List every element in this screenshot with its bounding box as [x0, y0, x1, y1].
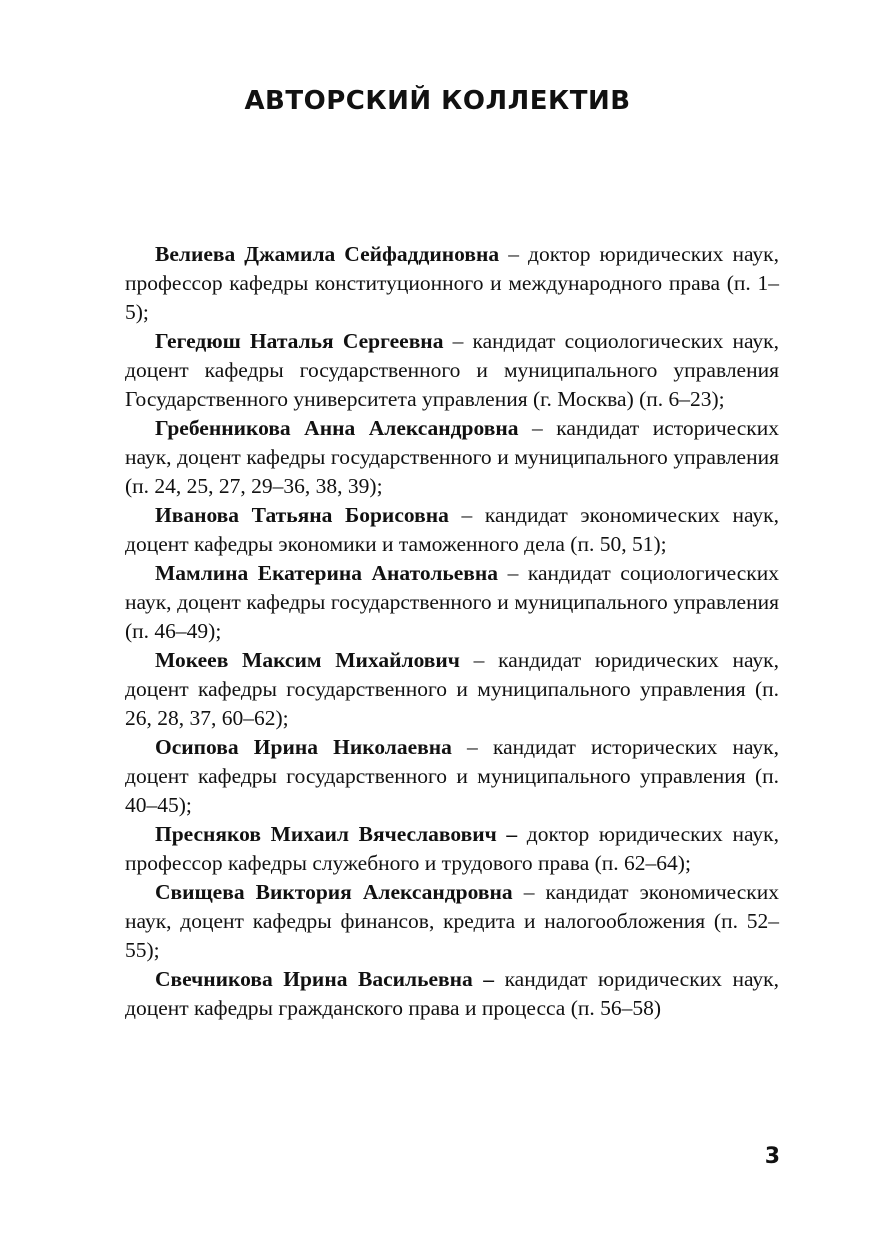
author-entry	[125, 501, 779, 559]
author-entry	[125, 733, 779, 820]
author-name: Мамлина Екатерина Анатольевна	[155, 561, 499, 585]
author-entry	[125, 240, 779, 327]
author-entry	[125, 414, 779, 501]
author-description: кандидат юридических наук, доцент кафедры гражданского права и процесса (п. 56–58)	[125, 967, 779, 1020]
author-name: Иванова Татьяна Борисовна	[155, 503, 449, 527]
author-name: Гегедюш Наталья Сергеевна	[155, 329, 444, 353]
page-number: 3	[764, 1144, 780, 1169]
author-name: Осипова Ирина Николаевна	[155, 735, 452, 759]
author-entry	[125, 965, 779, 1023]
author-name: Мокеев Максим Михайлович	[155, 648, 460, 672]
author-entry	[125, 878, 779, 965]
author-entry	[125, 646, 779, 733]
author-entry	[125, 820, 779, 878]
author-description: – кандидат социологических наук, доцент кафедры государственного и муниципального управления Государственного университета управления (г. Москва) (п. 6–23);	[125, 329, 779, 411]
author-description: – кандидат экономических наук, доцент кафедры экономики и таможенного дела (п. 50, 51);	[125, 503, 779, 556]
author-description: – кандидат исторических наук, доцент кафедры государственного и муниципального управления (п. 24, 25, 27, 29–36, 38, 39);	[125, 416, 779, 498]
author-description: – доктор юридических наук, профессор кафедры конституционного и международного права (п. 1–5);	[125, 242, 779, 324]
author-description: – кандидат экономических наук, доцент кафедры финансов, кредита и налогообложения (п. 52–55);	[125, 880, 779, 962]
author-name: Гребенникова Анна Александровна	[155, 416, 519, 440]
author-name: Свечникова Ирина Васильевна –	[155, 967, 495, 991]
author-description: – кандидат юридических наук, доцент кафедры государственного и муниципального управления (п. 26, 28, 37, 60–62);	[125, 648, 779, 730]
author-description: – кандидат исторических наук, доцент кафедры государственного и муниципального управления (п. 40–45);	[125, 735, 780, 817]
author-name: Свищева Виктория Александровна	[155, 880, 513, 904]
author-name: Пресняков Михаил Вячеславович –	[155, 822, 518, 846]
page-title: АВТОРСКИЙ КОЛЛЕКТИВ	[244, 86, 631, 116]
author-list	[125, 240, 779, 1023]
author-description: – кандидат социологических наук, доцент кафедры государственного и муниципального управления (п. 46–49);	[125, 561, 779, 643]
author-name: Велиева Джамила Сейфаддиновна	[155, 242, 500, 266]
author-entry	[125, 327, 779, 414]
author-entry	[125, 559, 779, 646]
author-description: доктор юридических наук, профессор кафедры служебного и трудового права (п. 62–64);	[125, 822, 779, 875]
